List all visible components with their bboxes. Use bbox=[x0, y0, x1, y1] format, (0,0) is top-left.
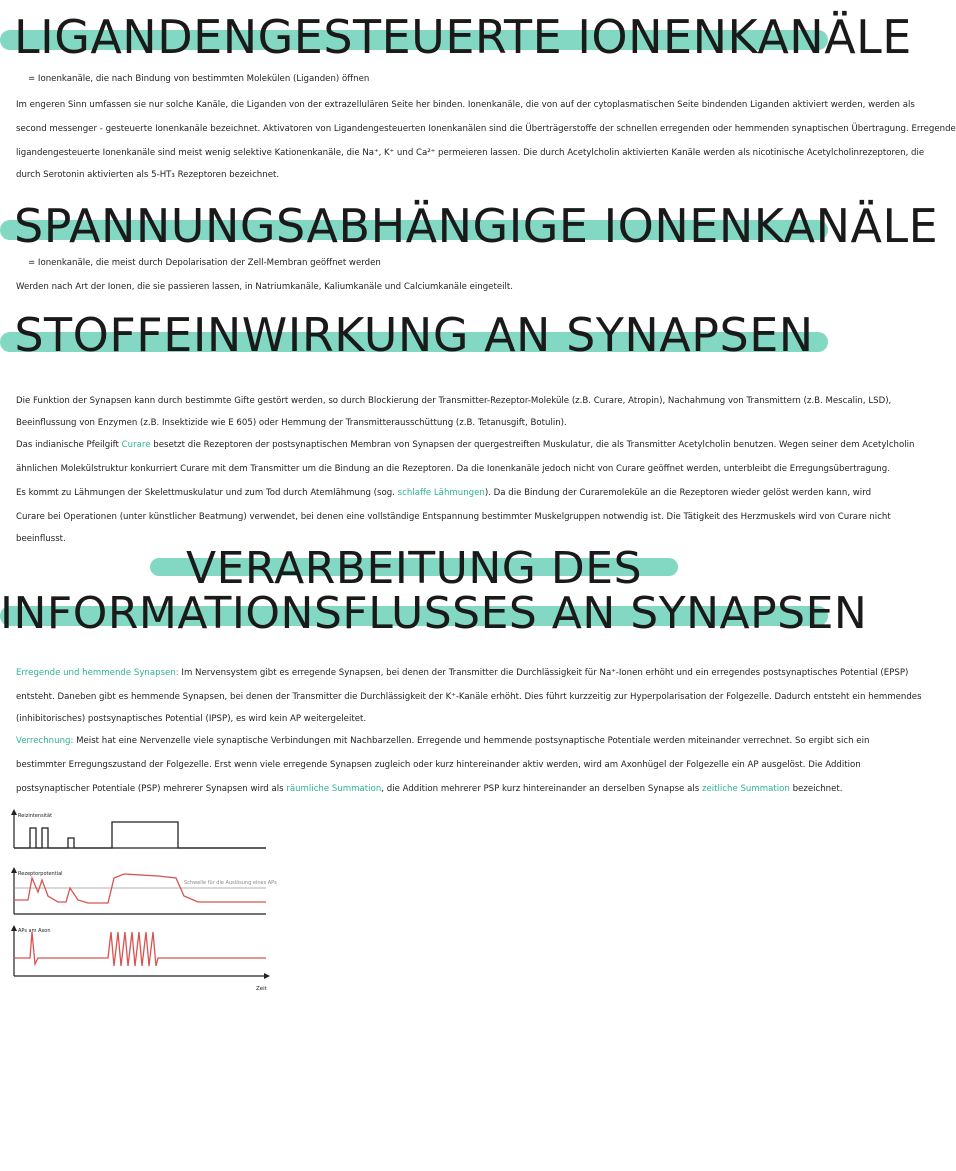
text-ligand-2: Im engeren Sinn umfassen sie nur solche Kanäle, die Liganden von der extrazellulären Seite her binden. Ionenkanäle, die von auf der cytoplasmatischen Seite bindenden Liganden aktiviert werden, werden als bbox=[16, 100, 915, 110]
text-verarb-6a: postsynaptischer Potentiale (PSP) mehrerer Synapsen wird als bbox=[16, 784, 287, 794]
text-stoff-5b: ). Da die Bindung der Curaremoleküle an die Rezeptoren wieder gelöst werden kann, wird bbox=[484, 488, 872, 498]
panel2-y-arrow bbox=[11, 867, 17, 873]
panel2-label: Rezeptorpotential bbox=[18, 871, 63, 877]
text-verarb-3: (inhibitorisches) postsynaptisches Potential (IPSP), es wird kein AP weitergeleitet. bbox=[16, 714, 367, 724]
highlight-zeitlich: zeitliche Summation bbox=[701, 784, 790, 794]
x-axis-label: Zeit bbox=[256, 986, 267, 992]
text-stoff-1: Die Funktion der Synapsen kann durch bestimmte Gifte gestört werden, so durch Blockierung der Transmitter-Rezeptor-Moleküle (z.B. Curare, Atropin), Nachahmung von Transmittern (z.B. Mescalin, LSD), bbox=[16, 396, 892, 406]
highlight-curare: Curare bbox=[121, 440, 151, 450]
text-verarb-4a: Meist hat eine Nervenzelle viele synaptische Verbindungen mit Nachbarzellen. Erregende und hemmende postsynaptische Potentiale werden miteinander verrechnet. So ergibt sich ein bbox=[73, 736, 870, 746]
heading-verarbeitung-1: VERARBEITUNG DES bbox=[185, 543, 642, 594]
text-verarb-6c: bezeichnet. bbox=[789, 784, 843, 794]
text-verarb-1a: Im Nervensystem gibt es erregende Synapsen, bei denen der Transmitter die Durchlässigkeit für Na⁺-Ionen erhöht und ein erregendes postsynaptisches Potential (EPSP) bbox=[178, 668, 909, 678]
highlight-raeumlich: räumliche Summation bbox=[286, 784, 382, 794]
text-stoff-3 bbox=[16, 436, 915, 454]
text-verarb-5: bestimmter Erregungszustand der Folgezelle. Erst wenn viele erregende Synapsen zugleich oder kurz hintereinander aktiv werden, wird am Axonhügel der Folgezelle ein AP ausgelöst. Die Addition bbox=[16, 760, 861, 770]
text-verarb-6b: , die Addition mehrerer PSP kurz hintereinander an derselben Synapse als bbox=[381, 784, 702, 794]
label-verrechnung: Verrechnung: bbox=[16, 736, 74, 746]
text-ligand-3: second messenger - gesteuerte Ionenkanäle bezeichnet. Aktivatoren von Ligandengesteuerten Ionenkanälen sind die Überträgerstoffe der schnellen erregenden oder hemmenden synaptischen Übertragung. Erregende bbox=[16, 124, 956, 134]
label-erregende-synapsen: Erregende und hemmende Synapsen: bbox=[16, 668, 179, 678]
text-stoff-5 bbox=[16, 484, 872, 502]
highlight-schlaffe: schlaffe Lähmungen bbox=[397, 488, 485, 498]
text-stoff-2: Beeinflussung von Enzymen (z.B. Insektizide wie E 605) oder Hemmung der Transmitterausschüttung (z.B. Tetanusgift, Botulin). bbox=[16, 418, 567, 428]
text-verarb-6 bbox=[16, 780, 843, 798]
panel1-label: Reizintensität bbox=[18, 813, 53, 819]
text-stoff-7: beeinflusst. bbox=[16, 534, 66, 544]
text-stoff-6: Curare bei Operationen (unter künstlicher Beatmung) verwendet, bei denen eine vollständige Entspannung bestimmter Muskelgruppen notwendig ist. Die Tätigkeit des Herzmuskels wird von Curare nicht bbox=[16, 512, 891, 522]
text-stoff-4: ähnlichen Molekülstruktur konkurriert Curare mit dem Transmitter um die Bindung an die Rezeptoren. Da die Ionenkanäle jedoch nicht von Curare geöffnet werden, unterbleibt die Erregungsübertragung. bbox=[16, 464, 890, 474]
text-verarb-4 bbox=[16, 732, 870, 750]
reiz-curve bbox=[14, 822, 266, 848]
heading-ligand: LIGANDENGESTEUERTE IONENKANÄLE bbox=[14, 10, 912, 64]
text-verarb-1 bbox=[16, 664, 909, 682]
text-ligand-5: durch Serotonin aktivierten als 5-HT₃ Rezeptoren bezeichnet. bbox=[16, 170, 280, 180]
x-arrow bbox=[264, 973, 270, 979]
ap-curve bbox=[14, 932, 266, 966]
panel3-label: APs am Axon bbox=[18, 928, 51, 934]
panel3-y-arrow bbox=[11, 925, 17, 931]
heading-verarbeitung-2: INFORMATIONSFLUSSES AN SYNAPSEN bbox=[0, 588, 868, 639]
rezeptor-curve bbox=[14, 874, 266, 903]
text-stoff-3b: besetzt die Rezeptoren der postsynaptischen Membran von Synapsen der quergestreiften Muskulatur, die als Transmitter Acetylcholin benutzen. Wegen seiner dem Acetylcholin bbox=[150, 440, 915, 450]
heading-spannung: SPANNUNGSABHÄNGIGE IONENKANÄLE bbox=[14, 199, 939, 253]
heading-stoff: STOFFEINWIRKUNG AN SYNAPSEN bbox=[14, 308, 814, 362]
threshold-annotation: Schwelle für die Auslösung eines APs bbox=[184, 880, 277, 886]
text-spannung-2: Werden nach Art der Ionen, die sie passieren lassen, in Natriumkanäle, Kaliumkanäle und Calciumkanäle eingeteilt. bbox=[16, 282, 514, 292]
text-ligand-4: ligandengesteuerte Ionenkanäle sind meist wenig selektive Kationenkanäle, die Na⁺, K⁺ und Ca²⁺ permeieren lassen. Die durch Acetylcholin aktivierten Kanäle werden als nicotinische Acetylcholinrezeptoren, die bbox=[16, 148, 925, 158]
text-verarb-2: entsteht. Daneben gibt es hemmende Synapsen, bei denen der Transmitter die Durchlässigkeit der K⁺-Kanäle erhöht. Dies führt kurzzeitig zur Hyperpolarisation der Folgezelle. Dadurch entsteht ein hemmendes bbox=[16, 692, 922, 702]
text-ligand-1: = Ionenkanäle, die nach Bindung von bestimmten Molekülen (Liganden) öffnen bbox=[28, 74, 370, 84]
panel1-y-arrow bbox=[11, 809, 17, 815]
summation-chart bbox=[8, 808, 277, 998]
text-stoff-5a: Es kommt zu Lähmungen der Skelettmuskulatur und zum Tod durch Atemlähmung (sog. bbox=[16, 488, 398, 498]
text-spannung-1: = Ionenkanäle, die meist durch Depolarisation der Zell-Membran geöffnet werden bbox=[28, 258, 381, 268]
text-stoff-3a: Das indianische Pfeilgift bbox=[16, 440, 122, 450]
